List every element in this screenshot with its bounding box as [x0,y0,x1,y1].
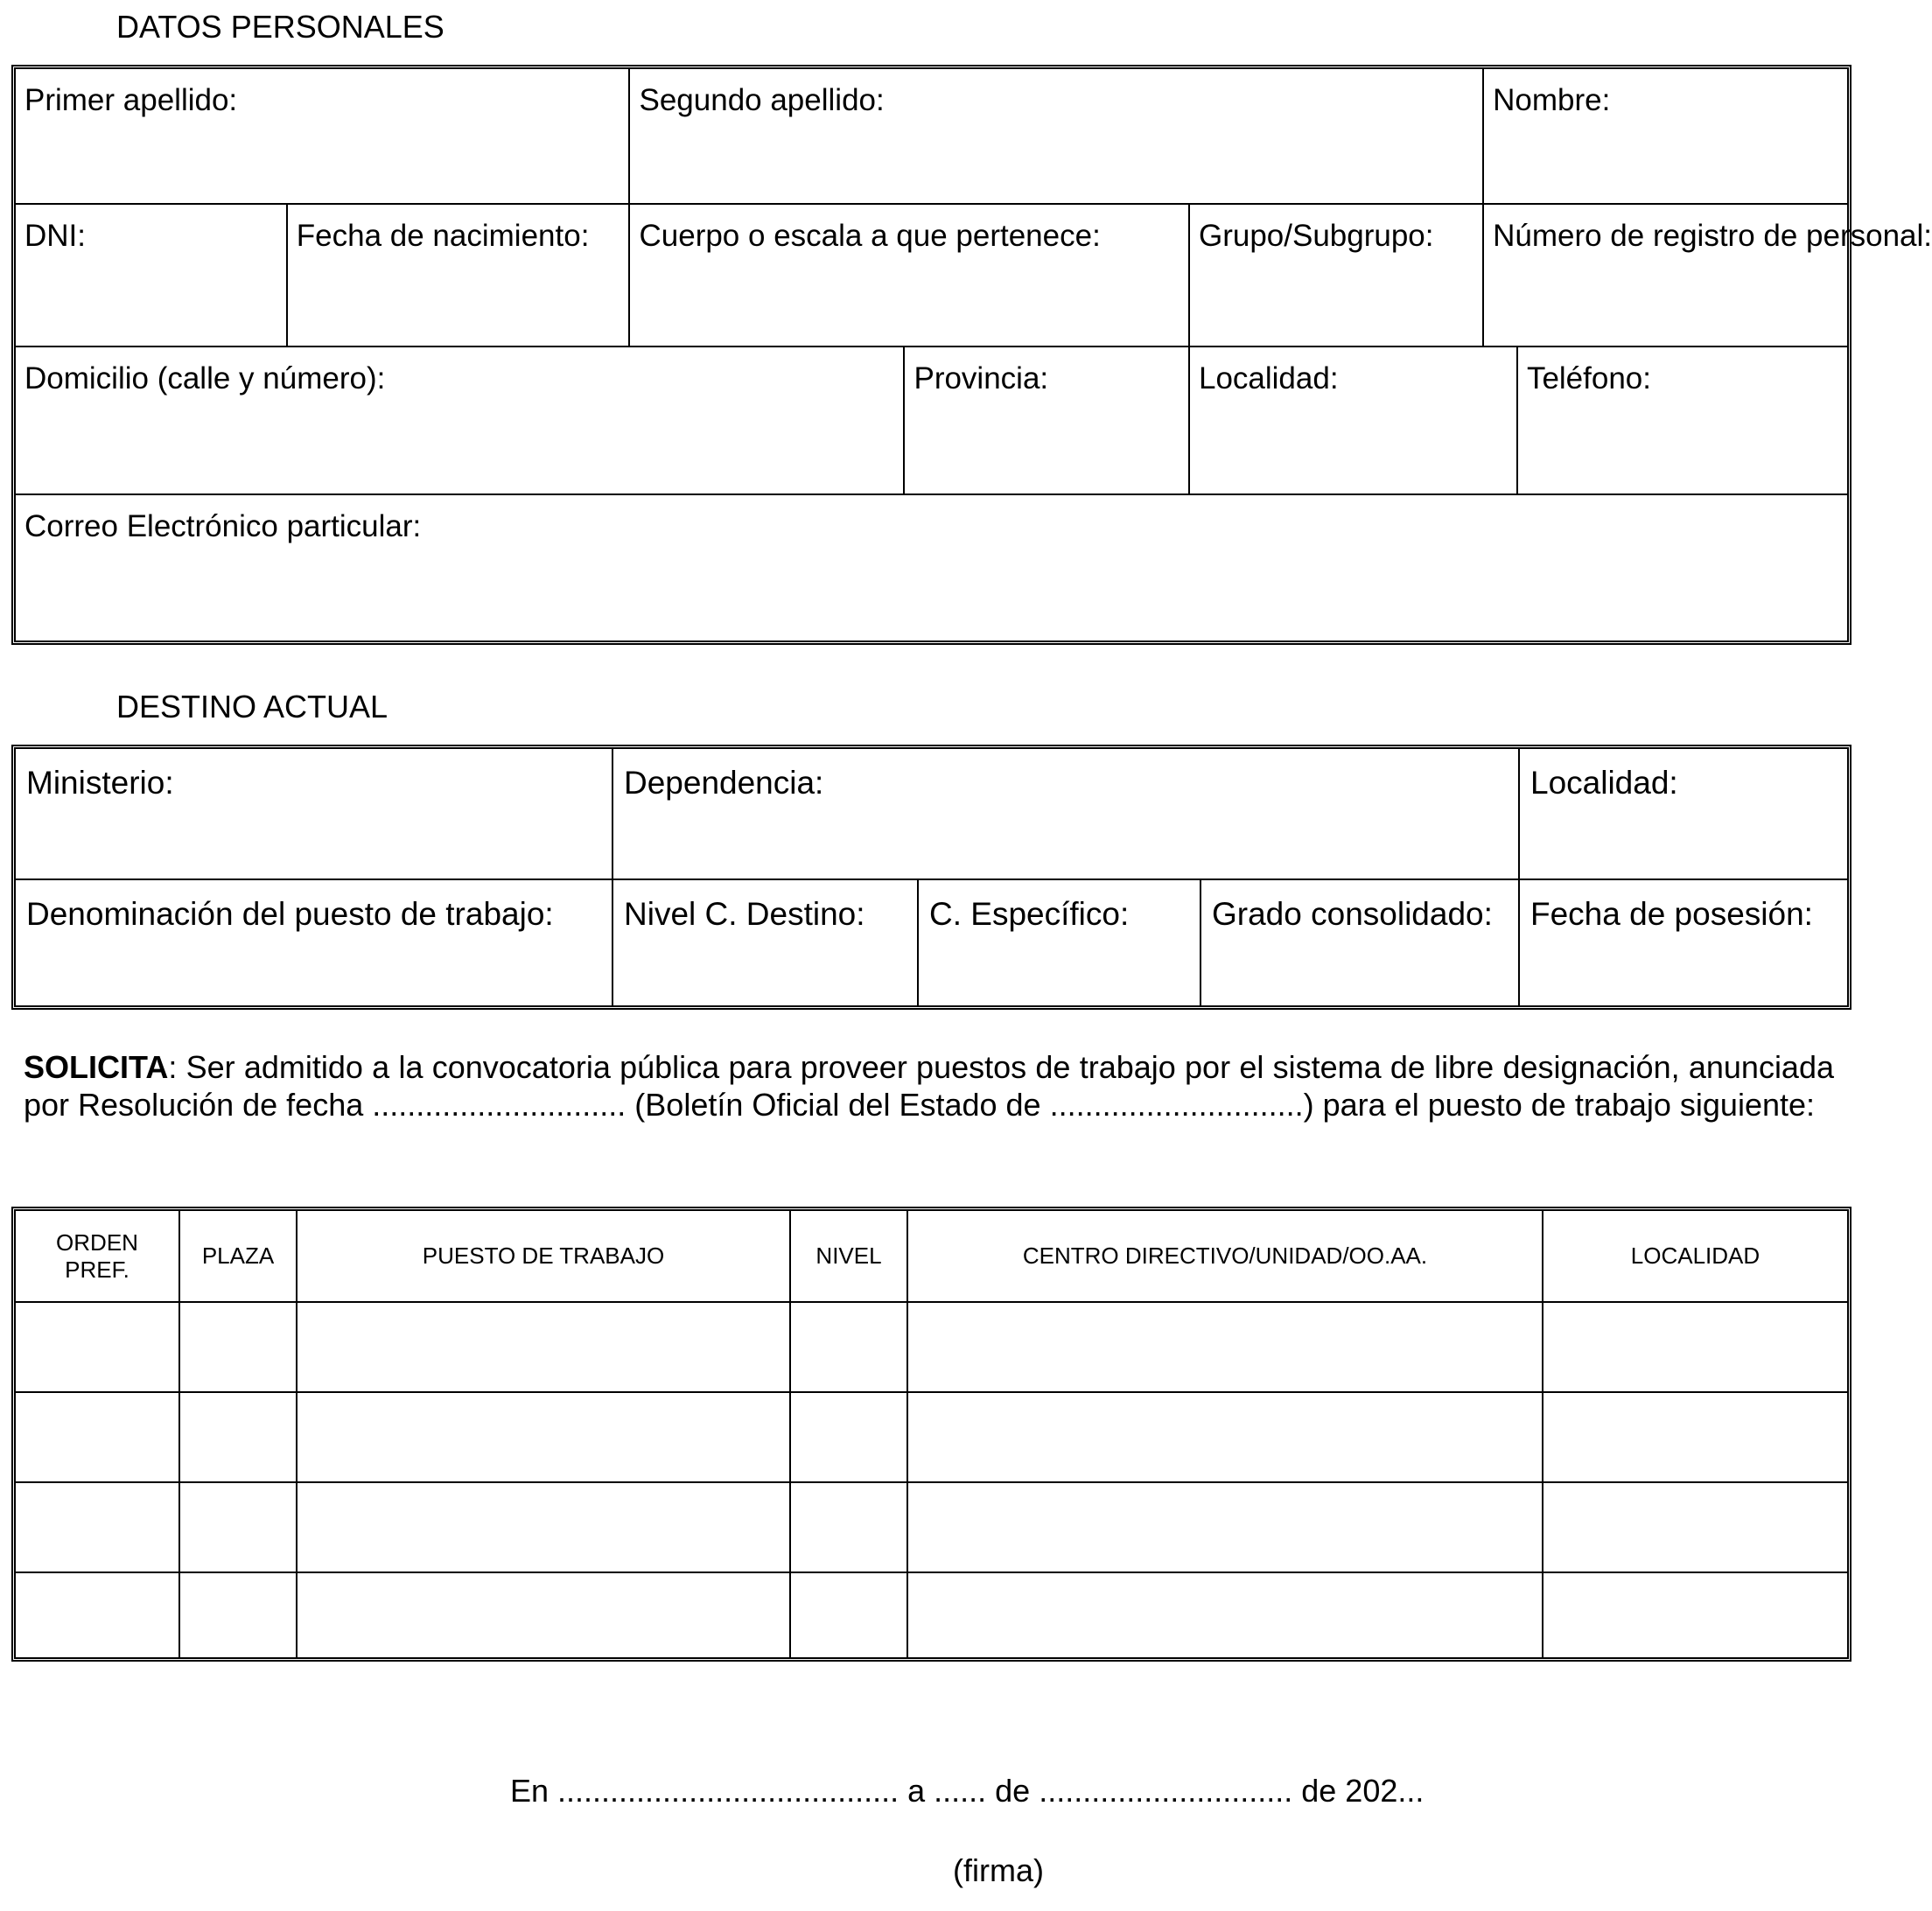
localidad-label: Localidad: [1198,361,1339,396]
table-row [16,1482,1847,1572]
table-cell[interactable] [907,1302,1543,1392]
header-centro: CENTRO DIRECTIVO/UNIDAD/OO.AA. [907,1211,1543,1302]
table-cell[interactable] [790,1482,907,1572]
fecha-posesion-field[interactable] [1519,879,1847,1005]
c-especifico-field[interactable] [918,879,1200,1005]
table-cell[interactable] [16,1482,179,1572]
table-row [16,1302,1847,1392]
numero-registro-label: Número de registro de personal: [1493,219,1932,253]
solicita-paragraph [24,1048,1834,1124]
table-cell[interactable] [297,1302,790,1392]
header-plaza: PLAZA [179,1211,297,1302]
table-cell[interactable] [179,1572,297,1657]
date-line: En ....................................... a ...... de ............................. de 202... [510,1773,1424,1809]
table-cell[interactable] [1543,1302,1847,1392]
telefono-label: Teléfono: [1526,361,1651,396]
localidad-field[interactable] [1189,346,1517,494]
table-cell[interactable] [907,1392,1543,1482]
segundo-apellido-field[interactable] [629,69,1483,204]
header-orden-pref [16,1211,179,1302]
table-cell[interactable] [179,1392,297,1482]
datos-personales-table [11,65,1932,645]
fecha-posesion-label: Fecha de posesión: [1530,896,1813,932]
grupo-subgrupo-field[interactable] [1189,204,1483,346]
section-title-datos-personales: DATOS PERSONALES [116,9,444,45]
table-cell[interactable] [16,1572,179,1657]
table-cell[interactable] [790,1302,907,1392]
table-cell[interactable] [907,1482,1543,1572]
table-cell[interactable] [907,1572,1543,1657]
ministerio-field[interactable] [16,749,612,879]
header-orden-line2: PREF. [65,1256,130,1283]
provincia-label: Provincia: [914,361,1049,396]
correo-field[interactable] [16,494,1847,640]
table-cell[interactable] [790,1392,907,1482]
fecha-nacimiento-field[interactable] [287,204,630,346]
solicita-label: SOLICITA [24,1049,169,1085]
primer-apellido-field[interactable] [16,69,629,204]
cuerpo-escala-label: Cuerpo o escala a que pertenece: [639,219,1101,253]
table-cell[interactable] [1543,1482,1847,1572]
dni-field[interactable] [16,204,287,346]
nivel-destino-label: Nivel C. Destino: [624,896,865,932]
table-cell[interactable] [297,1572,790,1657]
denominacion-field[interactable] [16,879,612,1005]
dni-label: DNI: [24,219,86,253]
firma-label: (firma) [953,1852,1044,1888]
dependencia-field[interactable] [612,749,1519,879]
c-especifico-label: C. Específico: [929,896,1130,932]
table-cell[interactable] [179,1302,297,1392]
table-row [16,1392,1847,1482]
ministerio-label: Ministerio: [26,765,174,801]
fecha-nacimiento-label: Fecha de nacimiento: [296,219,590,253]
numero-registro-field[interactable] [1483,204,1932,346]
section-title-destino-actual: DESTINO ACTUAL [116,689,388,724]
domicilio-field[interactable] [16,346,904,494]
cuerpo-escala-field[interactable] [629,204,1189,346]
table-cell[interactable] [297,1392,790,1482]
correo-label: Correo Electrónico particular: [24,509,422,543]
segundo-apellido-label: Segundo apellido: [639,83,885,117]
telefono-field[interactable] [1517,346,1847,494]
grado-consolidado-field[interactable] [1200,879,1519,1005]
domicilio-label: Domicilio (calle y número): [24,361,386,396]
primer-apellido-label: Primer apellido: [24,83,238,117]
destino-actual-table [11,745,1852,1010]
destino-localidad-field[interactable] [1519,749,1847,879]
table-row [16,1572,1847,1657]
header-nivel: NIVEL [790,1211,907,1302]
provincia-field[interactable] [904,346,1189,494]
dependencia-label: Dependencia: [624,765,824,801]
table-cell[interactable] [16,1302,179,1392]
table-cell[interactable] [1543,1392,1847,1482]
solicita-text: : Ser admitido a la convocatoria pública para proveer puestos de trabajo por el sistema de libre designación, anunciada por Resolución de fecha ............................. (Boletín Oficial del Estado de .............................) para el puesto de trabajo siguiente: [24,1049,1834,1123]
grupo-subgrupo-label: Grupo/Subgrupo: [1198,219,1434,253]
table-cell[interactable] [179,1482,297,1572]
nivel-destino-field[interactable] [612,879,918,1005]
table-cell[interactable] [1543,1572,1847,1657]
table-cell[interactable] [790,1572,907,1657]
table-cell[interactable] [16,1392,179,1482]
denominacion-label: Denominación del puesto de trabajo: [26,896,554,932]
header-localidad: LOCALIDAD [1543,1211,1847,1302]
header-orden-line1: ORDEN [56,1228,138,1256]
grado-consolidado-label: Grado consolidado: [1212,896,1493,932]
table-cell[interactable] [297,1482,790,1572]
destino-localidad-label: Localidad: [1530,765,1678,801]
nombre-field[interactable] [1483,69,1847,204]
puestos-table [11,1207,1852,1662]
header-puesto: PUESTO DE TRABAJO [297,1211,790,1302]
nombre-label: Nombre: [1493,83,1611,117]
